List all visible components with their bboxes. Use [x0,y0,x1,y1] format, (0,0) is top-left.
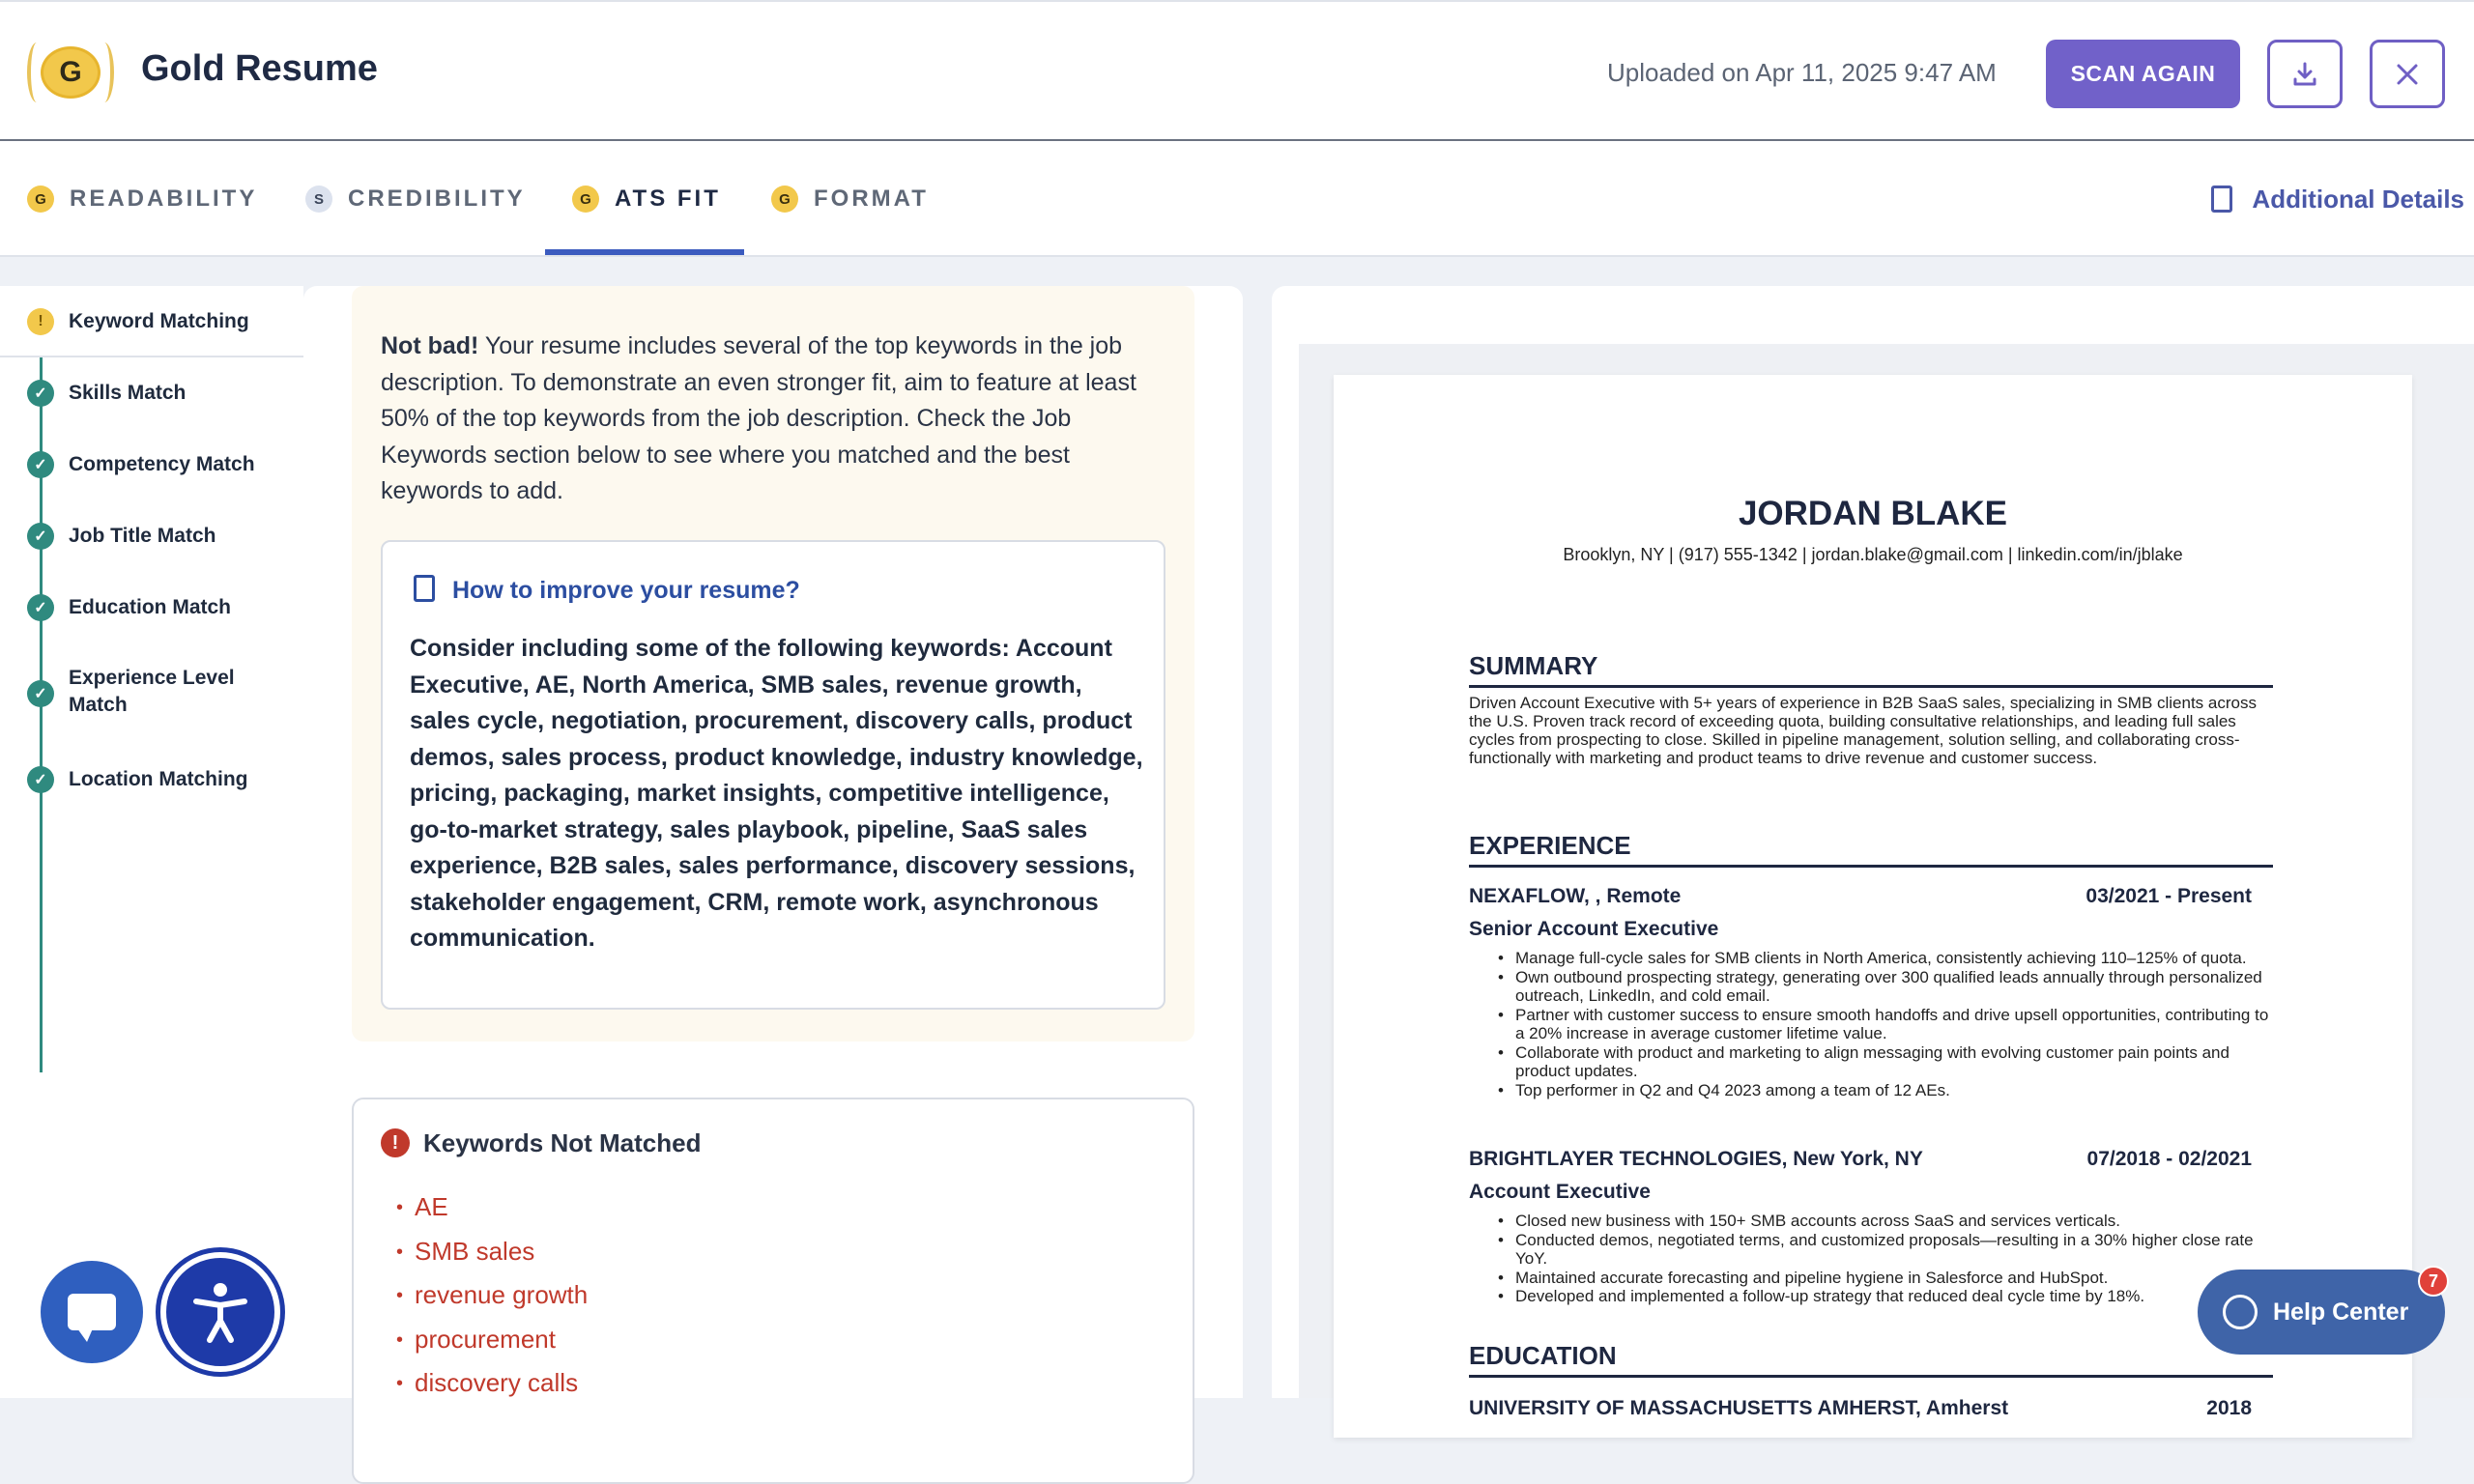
help-center-label: Help Center [2273,1298,2409,1326]
tab-label: CREDIBILITY [348,186,526,212]
job-role: Senior Account Executive [1469,918,1719,940]
tab-credibility[interactable] [305,141,526,257]
grade-badge: G [27,186,54,213]
missing-keyword: • SMB sales [396,1231,588,1275]
check-icon: ✓ [27,594,54,621]
warning-icon: ! [27,308,54,335]
job-bullets [1515,949,2279,1099]
app-header [0,0,2474,141]
tab-format[interactable] [771,141,929,257]
job-company: NEXAFLOW, , Remote [1469,885,1682,907]
download-button[interactable] [2267,40,2343,108]
improve-keywords: Consider including some of the following keywords: Account Executive, AE, North America, SMB sales, revenue growth, sales cycle, negotiation, procurement, discovery calls, product demos, sales process, product knowledge, industry knowledge, pricing, packaging, market insights, competitive intelligence, go-to-market strategy, sales playbook, pipeline, SaaS sales experience, B2B sales, sales performance, discovery sessions, stakeholder engagement, CRM, remote work, asynchronous communication. [410,635,1143,952]
tab-label: FORMAT [814,186,929,212]
help-notification-badge: 7 [2418,1266,2449,1297]
analysis-panel [303,286,1243,1398]
sidebar-item-label: Keyword Matching [69,310,249,332]
help-globe-icon [2223,1295,2258,1329]
tab-label: READABILITY [70,186,258,212]
accessibility-button[interactable] [160,1252,280,1372]
grade-badge: G [771,186,798,213]
resume-scroll-area[interactable] [1299,344,2474,1419]
error-icon: ! [381,1128,410,1157]
job-bullet: • Top performer in Q2 and Q4 2023 among a team of 12 AEs. [1515,1081,2279,1100]
missing-keyword: • revenue growth [396,1274,588,1319]
upload-timestamp: Uploaded on Apr 11, 2025 9:47 AM [1607,58,1997,87]
job-bullet: • Collaborate with product and marketing to align messaging with evolving customer pain points and product updates. [1515,1043,2279,1081]
insight-text [381,328,1165,510]
missing-keyword: • procurement [396,1319,588,1363]
improve-card [381,540,1165,1010]
sidebar-item-label: Competency Match [69,453,255,475]
sidebar-item-label: Skills Match [69,382,187,404]
check-icon: ✓ [27,380,54,407]
resume-grade-title: Gold Resume [141,48,378,89]
job-bullet: • Closed new business with 150+ SMB accounts across SaaS and services verticals. [1515,1212,2279,1231]
additional-details-label: Additional Details [2252,184,2464,214]
job-role: Account Executive [1469,1181,1651,1203]
sidebar-item-keyword-matching[interactable] [0,286,303,357]
check-icon: ✓ [27,766,54,793]
insight-body: Your resume includes several of the top keywords in the job description. To demonstrate an even stronger fit, aim to feature at least 50% of the top keywords from the job description. Check the Job Keywords section below to see where you matched and the best keywords to add. [381,332,1136,504]
job-bullets [1515,1212,2279,1306]
additional-details-link[interactable] [2211,141,2464,257]
active-tab-indicator [545,249,744,255]
grade-badge: S [305,186,332,213]
logo-coin-icon: G [41,46,101,99]
sidebar-item-competency-match[interactable] [0,429,303,500]
sidebar-item-label: Location Matching [69,768,248,790]
job-bullet: • Maintained accurate forecasting and pipeline hygiene in Salesforce and HubSpot. [1515,1269,2279,1288]
job-bullet: • Own outbound prospecting strategy, generating over 300 qualified leads annually through personalized outreach, LinkedIn, and cold email. [1515,968,2279,1006]
keywords-not-matched-title: Keywords Not Matched [423,1128,702,1157]
category-tabs [0,141,2474,257]
resume-contact: Brooklyn, NY | (917) 555-1342 | jordan.blake@gmail.com | linkedin.com/in/jblake [1563,545,2183,564]
download-icon [2290,60,2319,89]
ats-sidebar [0,286,303,1398]
job-header [1469,1148,2252,1171]
resume-section-summary: SUMMARY [1469,651,2273,688]
label-line-1: Experience Level [69,667,235,689]
gold-resume-logo [27,43,114,102]
chat-button[interactable] [41,1261,143,1363]
tab-readability[interactable] [27,141,257,257]
missing-keyword: • AE [396,1186,588,1231]
job-company: BRIGHTLAYER TECHNOLOGIES, New York, NY [1469,1148,1923,1170]
job-bullet: • Developed and implemented a follow-up strategy that reduced deal cycle time by 18%. [1515,1287,2279,1306]
document-icon [2211,186,2232,213]
resume-section-education: EDUCATION [1469,1341,2273,1378]
insight-lead: Not bad! [381,332,479,359]
job-dates: 03/2021 - Present [2086,885,2252,907]
resume-summary: Driven Account Executive with 5+ years of experience in B2B SaaS sales, specializing in SMB clients across the U.S. Proven track record of exceeding quota, building consultative relationships, and leading full sales cycles from prospecting to close. Skilled in pipeline management, solution selling, and collaborating cross-functionally with marketing and product teams to drive revenue and customer success. [1469,694,2257,767]
tab-label: ATS FIT [615,186,721,212]
missing-keyword-list [396,1186,588,1407]
check-icon: ✓ [27,451,54,478]
sidebar-item-skills-match[interactable] [0,357,303,429]
sidebar-item-experience-level-match[interactable] [0,643,303,744]
sidebar-item-label: Job Title Match [69,525,216,547]
school-name: UNIVERSITY OF MASSACHUSETTS AMHERST, Amherst [1469,1397,2009,1419]
scan-again-button[interactable]: SCAN AGAIN [2046,40,2240,108]
sidebar-item-location-matching[interactable] [0,744,303,815]
sidebar-item-education-match[interactable] [0,572,303,643]
label-line-2: Match [69,694,128,716]
job-dates: 07/2018 - 02/2021 [2086,1148,2252,1170]
chat-icon [68,1294,116,1330]
education-row [1469,1397,2252,1420]
keywords-not-matched-card [352,1098,1194,1484]
grade-badge: G [572,186,599,213]
tab-ats-fit[interactable] [572,141,721,257]
job-bullet: • Partner with customer success to ensure smooth handoffs and drive upsell opportunities, contributing to a 20% increase in average customer lifetime value. [1515,1006,2279,1043]
resume-name: JORDAN BLAKE [1738,495,2008,532]
check-icon: ✓ [27,523,54,550]
school-year: 2018 [2206,1397,2252,1419]
job-header [1469,885,2252,908]
document-icon [414,575,435,602]
accessibility-icon [187,1278,254,1346]
missing-keyword: • discovery calls [396,1362,588,1407]
resume-section-experience: EXPERIENCE [1469,831,2273,868]
resume-preview-panel [1272,286,2474,1419]
help-center-button[interactable] [2198,1270,2445,1355]
job-bullet: • Conducted demos, negotiated terms, and customized proposals—resulting in a 30% higher close rate YoY. [1515,1231,2279,1269]
sidebar-item-label [69,665,235,719]
job-bullet: • Manage full-cycle sales for SMB clients in North America, consistently achieving 110–125% of quota. [1515,949,2279,968]
sidebar-item-job-title-match[interactable] [0,500,303,572]
close-icon [2395,62,2420,87]
laurel-right-icon [95,43,114,102]
close-button[interactable] [2370,40,2445,108]
check-icon: ✓ [27,680,54,707]
sidebar-item-label: Education Match [69,596,232,618]
improve-title: How to improve your resume? [452,577,800,604]
